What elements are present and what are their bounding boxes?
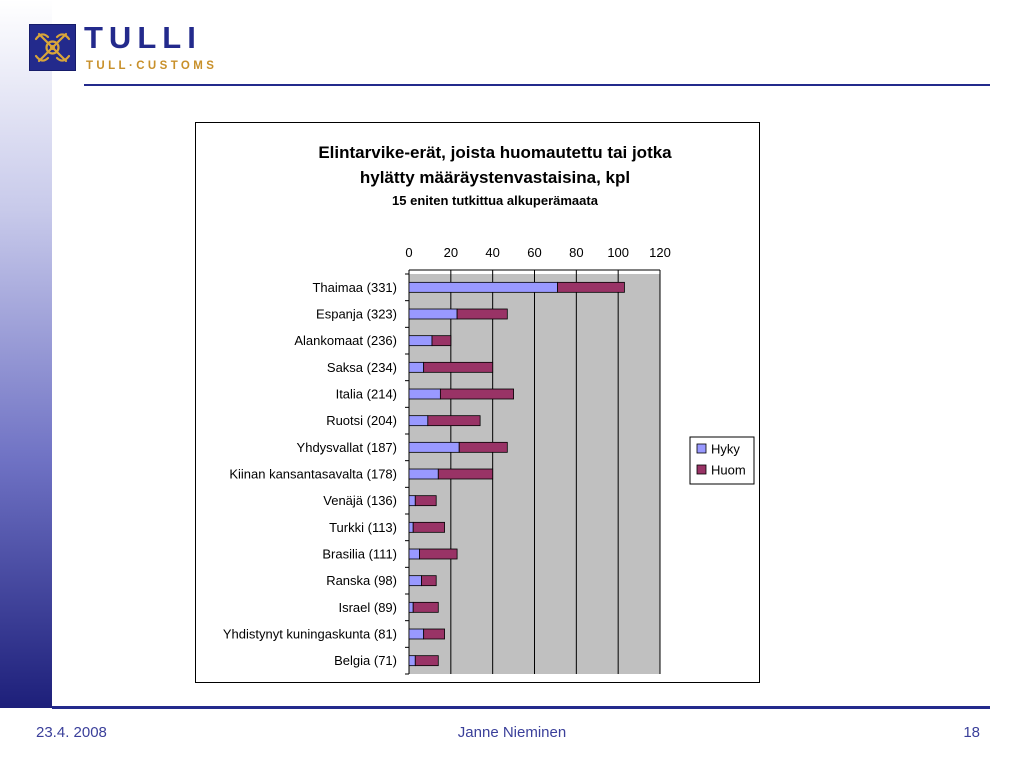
bar-huom-2: [432, 336, 451, 346]
category-label: Yhdistynyt kuningaskunta (81): [222, 626, 397, 642]
bar-hyky-0: [409, 282, 558, 292]
category-label: Ruotsi (204): [326, 413, 397, 429]
legend-label-hyky: Hyky: [711, 441, 740, 457]
bar-huom-6: [459, 442, 507, 452]
bar-huom-9: [413, 522, 444, 532]
bar-huom-3: [424, 362, 493, 372]
chart-title-line-2: hylätty määräystenvastaisina, kpl: [359, 168, 631, 187]
x-tick-label: 60: [527, 245, 542, 260]
bar-huom-11: [422, 576, 437, 586]
bar-huom-10: [419, 549, 457, 559]
category-label: Turkki (113): [329, 519, 397, 535]
bar-hyky-13: [409, 629, 424, 639]
category-label: Israel (89): [338, 599, 397, 615]
bar-huom-13: [424, 629, 445, 639]
bar-huom-0: [558, 282, 625, 292]
footer-divider: [52, 706, 990, 709]
chart-subtitle: 15 eniten tutkittua alkuperämaata: [392, 193, 598, 208]
bar-hyky-14: [409, 656, 415, 666]
category-label: Alankomaat (236): [294, 333, 397, 349]
footer-page-number: 18: [963, 724, 980, 741]
bar-hyky-6: [409, 442, 459, 452]
category-label: Saksa (234): [326, 359, 397, 375]
bar-hyky-1: [409, 309, 457, 319]
bar-huom-12: [413, 602, 438, 612]
category-label: Italia (214): [335, 386, 397, 402]
bar-hyky-11: [409, 576, 422, 586]
x-tick-label: 100: [607, 245, 630, 260]
footer-date: 23.4. 2008: [36, 724, 107, 741]
legend-swatch-hyky: [697, 444, 706, 453]
legend-swatch-huom: [697, 465, 706, 474]
category-label: Ranska (98): [326, 573, 397, 589]
bar-hyky-8: [409, 496, 415, 506]
bar-huom-1: [457, 309, 507, 319]
x-tick-label: 0: [405, 245, 413, 260]
bar-huom-5: [428, 416, 480, 426]
brand-name: TULLI: [84, 20, 202, 55]
category-label: Yhdysvallat (187): [296, 439, 397, 455]
chart-title-line-1: Elintarvike-erät, joista huomautettu tai jotka: [318, 143, 672, 162]
category-label: Brasilia (111): [322, 546, 397, 562]
brand-subtitle: TULL·CUSTOMS: [86, 60, 218, 72]
category-label: Belgia (71): [334, 653, 397, 669]
category-label: Espanja (323): [316, 306, 397, 322]
bar-hyky-10: [409, 549, 419, 559]
bar-hyky-12: [409, 602, 413, 612]
bar-hyky-4: [409, 389, 440, 399]
category-label: Kiinan kansantasavalta (178): [229, 466, 397, 482]
bar-huom-14: [415, 656, 438, 666]
bar-hyky-7: [409, 469, 438, 479]
x-tick-label: 120: [649, 245, 671, 260]
x-tick-label: 20: [443, 245, 459, 260]
bar-hyky-5: [409, 416, 428, 426]
legend-label-huom: Huom: [711, 462, 746, 478]
bar-huom-7: [438, 469, 492, 479]
bar-hyky-9: [409, 522, 413, 532]
bar-huom-4: [440, 389, 513, 399]
category-label: Venäjä (136): [323, 493, 397, 509]
bar-huom-8: [415, 496, 436, 506]
x-tick-label: 80: [569, 245, 584, 260]
footer-author: Janne Nieminen: [457, 724, 567, 741]
bar-hyky-3: [409, 362, 424, 372]
category-label: Thaimaa (331): [312, 279, 397, 295]
x-tick-label: 40: [485, 245, 500, 260]
bar-hyky-2: [409, 336, 432, 346]
